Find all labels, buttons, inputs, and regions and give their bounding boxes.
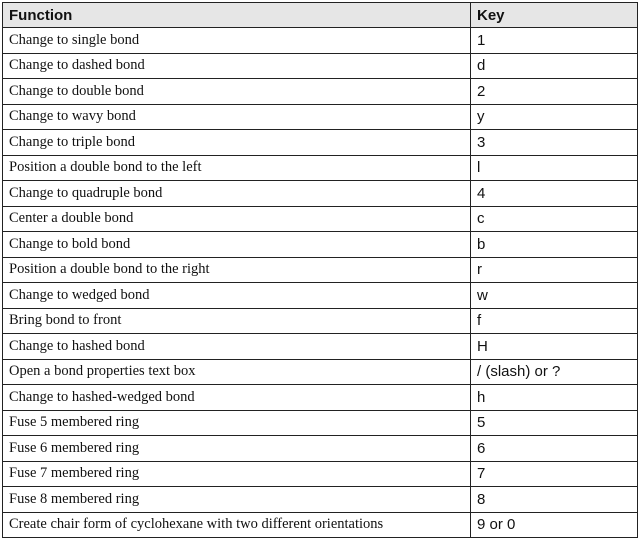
function-cell: Change to hashed bond [3, 334, 471, 360]
table-row [3, 79, 638, 105]
table-row [3, 436, 638, 462]
key-cell: 5 [471, 410, 638, 436]
table-row [3, 410, 638, 436]
key-cell: 3 [471, 130, 638, 156]
table-row [3, 334, 638, 360]
function-cell: Fuse 6 membered ring [3, 436, 471, 462]
key-cell: w [471, 283, 638, 309]
table-row [3, 130, 638, 156]
table-row [3, 104, 638, 130]
shortcut-table [2, 2, 638, 538]
function-cell: Fuse 8 membered ring [3, 487, 471, 513]
function-cell: Change to single bond [3, 28, 471, 54]
table-row [3, 283, 638, 309]
function-cell: Change to double bond [3, 79, 471, 105]
key-cell: f [471, 308, 638, 334]
table-body [3, 28, 638, 538]
key-cell: 4 [471, 181, 638, 207]
key-cell: d [471, 53, 638, 79]
key-column-header: Key [471, 3, 638, 28]
function-cell: Change to bold bond [3, 232, 471, 258]
table-row [3, 359, 638, 385]
key-cell: l [471, 155, 638, 181]
table-row [3, 512, 638, 538]
table-row [3, 232, 638, 258]
function-cell: Change to wavy bond [3, 104, 471, 130]
key-cell: b [471, 232, 638, 258]
table-row [3, 181, 638, 207]
key-cell: y [471, 104, 638, 130]
shortcut-table-container [2, 2, 637, 538]
key-cell: 8 [471, 487, 638, 513]
function-cell: Change to wedged bond [3, 283, 471, 309]
key-cell: 9 or 0 [471, 512, 638, 538]
function-column-header: Function [3, 3, 471, 28]
table-header [3, 3, 638, 28]
function-cell: Position a double bond to the left [3, 155, 471, 181]
key-cell: r [471, 257, 638, 283]
key-cell: c [471, 206, 638, 232]
function-cell: Fuse 5 membered ring [3, 410, 471, 436]
header-row [3, 3, 638, 28]
key-cell: / (slash) or ? [471, 359, 638, 385]
table-row [3, 461, 638, 487]
table-row [3, 257, 638, 283]
function-cell: Change to quadruple bond [3, 181, 471, 207]
key-cell: h [471, 385, 638, 411]
function-cell: Fuse 7 membered ring [3, 461, 471, 487]
key-cell: 2 [471, 79, 638, 105]
table-row [3, 487, 638, 513]
table-row [3, 155, 638, 181]
function-cell: Change to hashed-wedged bond [3, 385, 471, 411]
key-cell: 6 [471, 436, 638, 462]
function-cell: Change to dashed bond [3, 53, 471, 79]
table-row [3, 53, 638, 79]
function-cell: Bring bond to front [3, 308, 471, 334]
table-row [3, 385, 638, 411]
key-cell: 7 [471, 461, 638, 487]
function-cell: Change to triple bond [3, 130, 471, 156]
function-cell: Create chair form of cyclohexane with two different orientations [3, 512, 471, 538]
function-cell: Position a double bond to the right [3, 257, 471, 283]
table-row [3, 206, 638, 232]
function-cell: Open a bond properties text box [3, 359, 471, 385]
key-cell: H [471, 334, 638, 360]
function-cell: Center a double bond [3, 206, 471, 232]
table-row [3, 28, 638, 54]
key-cell: 1 [471, 28, 638, 54]
table-row [3, 308, 638, 334]
